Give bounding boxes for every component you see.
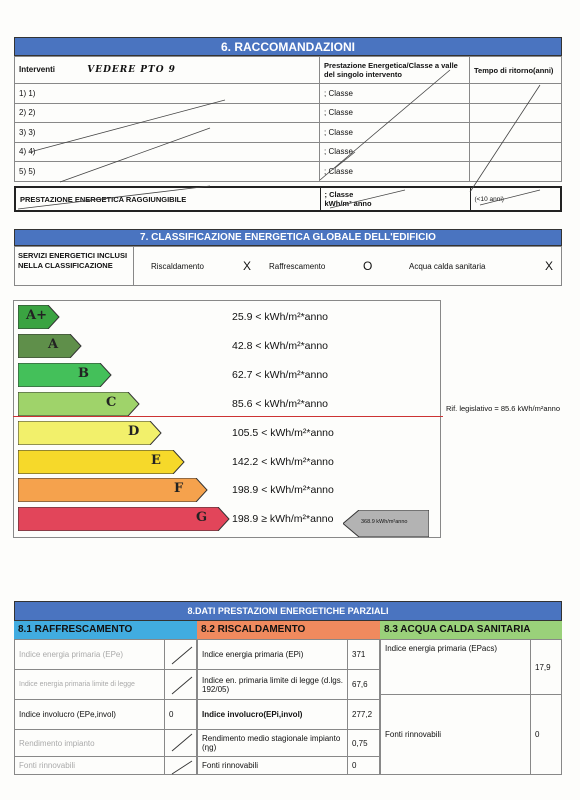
services-row [14, 246, 562, 286]
col-interventi: Interventi VEDERE PTO 9 [15, 57, 320, 84]
table-row: Rendimento medio stagionale impianto (ηg) 0,75 [198, 730, 380, 757]
table-row: Indice energia primaria (EPe) [15, 640, 197, 670]
raff-check: O [363, 259, 373, 273]
h-raffrescamento: 8.1 RAFFRESCAMENTO [14, 621, 197, 639]
class-threshold: 198.9 < kWh/m²*anno [232, 484, 334, 497]
sec6-title: 6. RACCOMANDAZIONI [14, 37, 562, 56]
col-tempo: Tempo di ritorno(anni) [470, 57, 562, 84]
table-riscaldamento [197, 639, 380, 775]
table-row: Rendimento impianto [15, 730, 197, 757]
class-letter: D [128, 423, 140, 439]
energy-class-row [18, 363, 438, 387]
table-row: 5) 5) ; Classe [15, 162, 562, 182]
class-threshold: 25.9 < kWh/m²*anno [232, 311, 329, 323]
class-letter: A [48, 336, 59, 352]
energy-class-row [18, 392, 438, 416]
table-row: Fonti rinnovabili 0 [198, 757, 380, 775]
col-prestazione: Prestazione Energetica/Classe a valle del singolo intervento [320, 57, 470, 84]
class-threshold: 62.7 < kWh/m²*anno [232, 368, 329, 381]
pointer-value: 368.9 kWh/m²anno [361, 519, 408, 525]
recommendations-table [14, 56, 562, 182]
table-row: Indice energia primaria limite di legge [15, 670, 197, 700]
class-letter: E [151, 452, 161, 468]
energy-class-row [18, 478, 438, 502]
class-arrow [18, 363, 112, 387]
sec7-title: 7. CLASSIFICAZIONE ENERGETICA GLOBALE DELL'EDIFICIO [14, 229, 562, 246]
table-row: 1) 1) ; Classe [15, 84, 562, 104]
risc-label: Riscaldamento [151, 262, 204, 271]
table-row: Fonti rinnovabili [15, 757, 197, 775]
table-acqua [380, 639, 562, 775]
table-row: Fonti rinnovabili 0 [381, 695, 562, 775]
class-letter: B [78, 365, 89, 381]
raff-label: Raffrescamento [269, 262, 326, 271]
handwritten-note: VEDERE PTO 9 [87, 65, 176, 75]
rif-legislativo: Rif. legislativo = 85.6 kWh/m²anno [446, 404, 561, 413]
table-row: Indice energia primaria (EPacs) 17,9 [381, 640, 562, 695]
h-riscaldamento: 8.2 RISCALDAMENTO [197, 621, 380, 639]
class-threshold: 105.5 < kWh/m²*anno [232, 426, 334, 439]
table-raffrescamento [14, 639, 197, 775]
table-row: 2) 2) ; Classe [15, 103, 562, 123]
class-arrow [18, 392, 140, 416]
energy-class-row [18, 421, 438, 445]
table-row: Indice involucro(EPi,invol) 277,2 [198, 700, 380, 730]
sec8-title: 8.DATI PRESTAZIONI ENERGETICHE PARZIALI [14, 601, 562, 621]
acqua-label: Acqua calda sanitaria [409, 262, 486, 271]
rif-line [13, 416, 443, 417]
class-threshold: 198.9 ≥ kWh/m²*anno [232, 513, 334, 526]
class-arrow [18, 421, 162, 445]
acqua-check: X [545, 259, 554, 273]
class-letter: G [196, 510, 208, 526]
energy-class-row [18, 450, 438, 474]
class-letter: F [174, 481, 184, 497]
class-pointer [343, 510, 429, 537]
class-letter: A+ [26, 308, 47, 323]
raggiungibile-row: PRESTAZIONE ENERGETICA RAGGIUNGIBILE ; Classe kWh/m² anno (<10 anni) [14, 186, 562, 212]
servizi-label: SERVIZI ENERGETICI INCLUSI NELLA CLASSIFICAZIONE [18, 251, 128, 270]
class-threshold: 142.2 < kWh/m²*anno [232, 455, 334, 468]
class-threshold: 42.8 < kWh/m²*anno [232, 339, 329, 352]
class-letter: C [106, 394, 117, 410]
energy-class-row [18, 305, 438, 329]
table-row: 4) 4) ; Classe [15, 142, 562, 162]
h-acqua: 8.3 ACQUA CALDA SANITARIA [380, 621, 562, 639]
class-threshold: 85.6 < kWh/m²*anno [232, 397, 329, 410]
table-row: 3) 3) ; Classe [15, 123, 562, 143]
table-row: Indice energia primaria (EPi) 371 [198, 640, 380, 670]
table-row: Indice involucro (EPe,invol) 0 [15, 700, 197, 730]
table-row: Indice en. primaria limite di legge (d.lgs. 192/05) 67,6 [198, 670, 380, 700]
energy-class-row [18, 334, 438, 358]
risc-check: X [243, 259, 252, 273]
